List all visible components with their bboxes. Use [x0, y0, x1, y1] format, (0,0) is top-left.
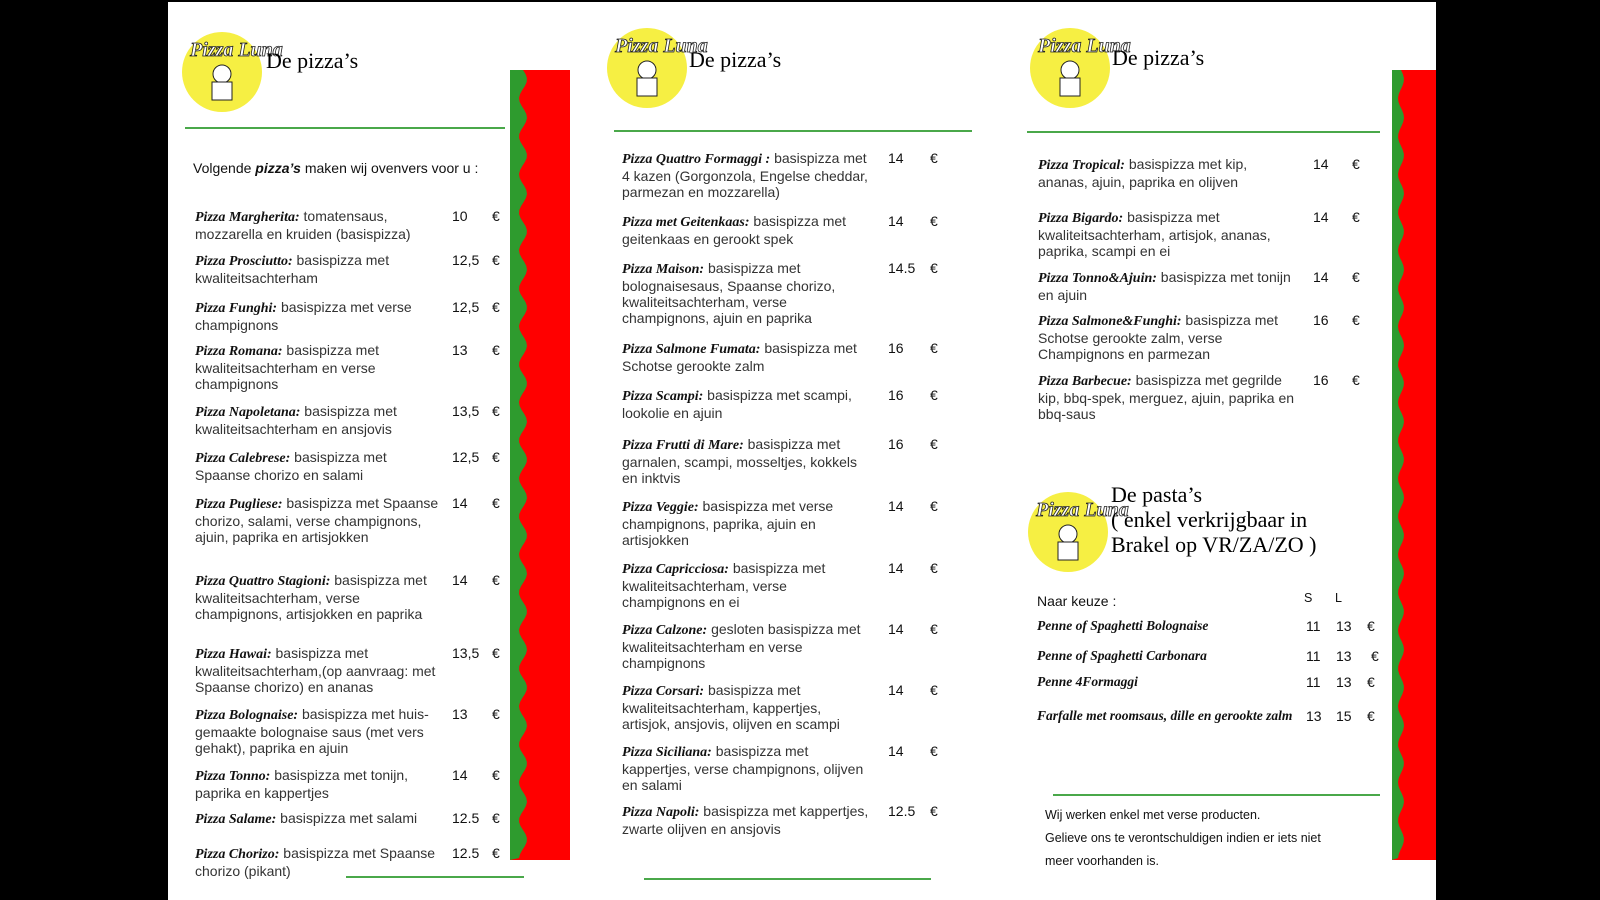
pasta-item-name: Farfalle met roomsaus, dille en gerookte zalm — [1037, 708, 1293, 723]
pasta-size-s-price: 11 — [1306, 618, 1321, 634]
menu-item-price: 12,5 — [452, 449, 480, 465]
menu-item-name: Pizza Salame: — [195, 812, 277, 827]
currency-symbol: € — [930, 560, 938, 576]
menu-item-description: basispizza met Spaanse chorizo en salami — [195, 449, 387, 483]
currency-symbol: € — [930, 150, 938, 166]
menu-item-description: basispizza met verse champignons, paprika, ajuin en artisjokken — [622, 498, 834, 548]
size-l-header: L — [1335, 591, 1342, 605]
currency-symbol: € — [492, 706, 500, 722]
menu-item-name: Pizza Maison: — [622, 262, 705, 277]
menu-item-price: 13 — [452, 706, 468, 722]
menu-item-price: 12.5 — [452, 845, 480, 861]
menu-item-description: basispizza met kwaliteitsachterham, artisjok, ananas, paprika, scampi en ei — [1038, 209, 1271, 259]
menu-item-price: 13 — [452, 342, 468, 358]
menu-item-name: Pizza Frutti di Mare: — [622, 438, 744, 453]
menu-item-name: Pizza Margherita: — [195, 210, 300, 225]
menu-item-description: basispizza met Spaanse chorizo, salami, verse champignons, ajuin, paprika en artisjokken — [195, 495, 439, 545]
menu-item-name: Pizza Corsari: — [622, 684, 705, 699]
menu-item-name: Pizza Chorizo: — [195, 847, 280, 862]
pasta-title: De pasta’s ( enkel verkrijgbaar in Brakel op VR/ZA/ZO ) — [1111, 482, 1317, 557]
menu-item — [622, 436, 872, 486]
pasta-size-l-price: 13 — [1336, 674, 1352, 690]
menu-item-description: basispizza met Spaanse chorizo (pikant) — [195, 845, 436, 879]
currency-symbol: € — [1367, 708, 1375, 724]
size-s-header: S — [1304, 591, 1313, 605]
menu-item-price: 12.5 — [452, 810, 480, 826]
currency-symbol: € — [492, 342, 500, 358]
currency-symbol: € — [930, 213, 938, 229]
pizza-header-title-3: De pizza’s — [1112, 45, 1205, 70]
menu-item-description: basispizza met kwaliteitsachterham en verse champignons — [195, 342, 379, 392]
menu-item — [622, 213, 872, 247]
menu-item-price: 13,5 — [452, 403, 480, 419]
menu-item-price: 14 — [888, 743, 904, 759]
menu-item-price: 16 — [888, 387, 904, 403]
menu-item-name: Pizza Napoletana: — [195, 405, 301, 420]
pizza-header-title-2: De pizza’s — [689, 47, 782, 72]
menu-item-price: 14 — [452, 767, 468, 783]
menu-item — [1038, 209, 1295, 259]
menu-item-description: basispizza met kwaliteitsachterham — [195, 252, 390, 286]
pasta-size-l-price: 13 — [1336, 648, 1352, 664]
menu-item-description: basispizza met huis-gemaakte bolognaise saus (met vers gehakt), paprika en ajuin — [195, 706, 429, 756]
menu-item — [622, 260, 872, 326]
menu-item — [195, 495, 445, 545]
menu-item-name: Pizza Bolognaise: — [195, 708, 299, 723]
currency-symbol: € — [492, 299, 500, 315]
menu-item — [195, 645, 445, 695]
menu-item-name: Pizza Romana: — [195, 344, 283, 359]
currency-symbol: € — [1371, 648, 1379, 664]
currency-symbol: € — [492, 810, 500, 826]
menu-item — [1038, 156, 1295, 190]
italian-flag-stripe-2 — [1392, 70, 1436, 860]
menu-item-price: 14 — [888, 150, 904, 166]
menu-item-price: 14 — [452, 572, 468, 588]
menu-item — [195, 252, 445, 286]
menu-item-price: 12,5 — [452, 299, 480, 315]
menu-item — [195, 767, 445, 801]
menu-item-price: 14.5 — [888, 260, 916, 276]
currency-symbol: € — [492, 845, 500, 861]
menu-item-name: Pizza Prosciutto: — [195, 254, 293, 269]
menu-item-name: Pizza Salmone&Funghi: — [1038, 314, 1182, 329]
menu-item — [195, 342, 445, 392]
menu-item-name: Pizza Quattro Formaggi : — [622, 152, 771, 167]
currency-symbol: € — [930, 498, 938, 514]
currency-symbol: € — [1367, 618, 1375, 634]
menu-item-description: basispizza met verse champignons — [195, 299, 412, 333]
footer-line-1: Wij werken enkel met verse producten. — [1045, 808, 1261, 822]
menu-item-description: tomatensaus, mozzarella en kruiden (basispizza) — [195, 208, 411, 242]
menu-item-description: basispizza met garnalen, scampi, mosseltjes, kokkels en inktvis — [622, 436, 857, 486]
menu-item-name: Pizza Barbecue: — [1038, 374, 1132, 389]
menu-item-name: Pizza Scampi: — [622, 389, 704, 404]
intro-text: Volgende pizza’s maken wij ovenvers voor u : — [193, 160, 479, 176]
menu-item — [195, 706, 445, 756]
pizza-luna-logo — [605, 26, 708, 110]
menu-item-price: 16 — [888, 436, 904, 452]
svg-text:Pizza Luna: Pizza Luna — [1038, 35, 1131, 57]
header-divider-2 — [614, 130, 972, 132]
menu-item-price: 12.5 — [888, 803, 916, 819]
menu-item-name: Pizza Siciliana: — [622, 745, 712, 760]
menu-item-description: basispizza met kwaliteitsachterham,(op aanvraag: met Spaanse chorizo) en ananas — [195, 645, 436, 695]
menu-item-name: Pizza Pugliese: — [195, 497, 283, 512]
pasta-size-l-price: 13 — [1336, 618, 1352, 634]
menu-item — [195, 208, 445, 242]
menu-item-price: 10 — [452, 208, 468, 224]
currency-symbol: € — [930, 260, 938, 276]
currency-symbol: € — [492, 572, 500, 588]
menu-item-description: basispizza met kwaliteitsachterham, verse champignons en ei — [622, 560, 826, 610]
menu-item-description: basispizza met kappertjes, zwarte olijven en ansjovis — [622, 803, 869, 837]
menu-item-price: 14 — [452, 495, 468, 511]
menu-item-name: Pizza Tonno&Ajuin: — [1038, 271, 1157, 286]
menu-item-description: basispizza met kappertjes, verse champignons, olijven en salami — [622, 743, 864, 793]
currency-symbol: € — [1352, 372, 1360, 388]
svg-text:Pizza Luna: Pizza Luna — [190, 39, 283, 61]
menu-item-description: basispizza met tonijn en ajuin — [1038, 269, 1291, 303]
menu-item-price: 14 — [1313, 269, 1329, 285]
menu-item-price: 14 — [1313, 209, 1329, 225]
italian-flag-stripe-1 — [510, 70, 570, 860]
menu-item-description: basispizza met tonijn, paprika en kappertjes — [195, 767, 409, 801]
menu-item-description: basispizza met geitenkaas en gerookt spek — [622, 213, 847, 247]
footer-divider-2 — [644, 878, 931, 880]
pasta-size-s-price: 13 — [1306, 708, 1322, 724]
pasta-item-name: Penne 4Formaggi — [1037, 674, 1138, 689]
menu-item — [622, 621, 872, 671]
menu-item — [622, 682, 872, 732]
pizza-luna-logo — [1028, 26, 1131, 110]
menu-item-name: Pizza Tropical: — [1038, 158, 1125, 173]
currency-symbol: € — [492, 645, 500, 661]
footer-divider-3 — [1053, 794, 1380, 796]
menu-item — [1038, 312, 1295, 362]
menu-item-name: Pizza Napoli: — [622, 805, 700, 820]
pasta-size-l-price: 15 — [1336, 708, 1352, 724]
menu-page — [168, 2, 1436, 900]
menu-item-price: 16 — [1313, 372, 1329, 388]
menu-item-description: basispizza met kwaliteitsachterham, verse champignons, artisjokken en paprika — [195, 572, 427, 622]
menu-item-description: basispizza met Schotse gerookte zalm — [622, 340, 857, 374]
menu-item — [1038, 269, 1295, 303]
currency-symbol: € — [492, 767, 500, 783]
menu-item — [195, 299, 445, 333]
menu-item-description: basispizza met gegrilde kip, bbq-spek, merguez, ajuin, paprika en bbq-saus — [1038, 372, 1295, 422]
menu-item-name: Pizza Veggie: — [622, 500, 699, 515]
currency-symbol: € — [1352, 209, 1360, 225]
menu-item — [622, 340, 872, 374]
menu-item — [195, 845, 445, 879]
header-divider-3 — [1027, 131, 1380, 133]
menu-item — [622, 803, 872, 837]
menu-item — [622, 150, 872, 200]
footer-divider-1 — [346, 876, 524, 878]
pasta-size-s-price: 11 — [1306, 674, 1321, 690]
menu-item — [1038, 372, 1295, 422]
pizza-luna-logo — [180, 30, 283, 114]
menu-item-price: 16 — [1313, 312, 1329, 328]
menu-item-name: Pizza Bigardo: — [1038, 211, 1124, 226]
menu-item — [195, 810, 445, 828]
pizza-header-title-1: De pizza’s — [266, 48, 359, 73]
menu-item-price: 14 — [1313, 156, 1329, 172]
menu-item — [622, 498, 872, 548]
menu-item — [622, 560, 872, 610]
footer-line-3: meer voorhanden is. — [1045, 854, 1159, 868]
currency-symbol: € — [492, 495, 500, 511]
menu-item — [195, 403, 445, 437]
pasta-item-name: Penne of Spaghetti Bolognaise — [1037, 618, 1209, 633]
pizza-luna-logo — [1026, 490, 1129, 574]
svg-text:Pizza Luna: Pizza Luna — [1036, 499, 1129, 521]
menu-item-price: 14 — [888, 682, 904, 698]
currency-symbol: € — [930, 340, 938, 356]
currency-symbol: € — [1352, 269, 1360, 285]
menu-item — [622, 743, 872, 793]
menu-item-description: basispizza met bolognaisesaus, Spaanse chorizo, kwaliteitsachterham, verse champignons, ajuin en paprika — [622, 260, 836, 326]
svg-text:Pizza Luna: Pizza Luna — [615, 35, 708, 57]
menu-item-name: Pizza met Geitenkaas: — [622, 215, 750, 230]
menu-item-name: Pizza Funghi: — [195, 301, 278, 316]
footer-line-2: Gelieve ons te verontschuldigen indien er iets niet — [1045, 831, 1321, 845]
menu-item-name: Pizza Capricciosa: — [622, 562, 729, 577]
menu-item-name: Pizza Quattro Stagioni: — [195, 574, 331, 589]
menu-item-description: basispizza met 4 kazen (Gorgonzola, Engelse cheddar, parmezan en mozzarella) — [622, 150, 868, 200]
pasta-choice-label: Naar keuze : — [1037, 593, 1117, 609]
header-divider-1 — [185, 127, 505, 129]
menu-item — [195, 449, 445, 483]
currency-symbol: € — [1352, 312, 1360, 328]
menu-item — [622, 387, 872, 421]
currency-symbol: € — [930, 387, 938, 403]
menu-item-name: Pizza Salmone Fumata: — [622, 342, 761, 357]
currency-symbol: € — [930, 621, 938, 637]
currency-symbol: € — [492, 252, 500, 268]
pasta-item-name: Penne of Spaghetti Carbonara — [1037, 648, 1207, 663]
menu-item-name: Pizza Calzone: — [622, 623, 708, 638]
currency-symbol: € — [930, 682, 938, 698]
menu-item-description: basispizza met Schotse gerookte zalm, verse Champignons en parmezan — [1038, 312, 1279, 362]
menu-item-price: 13,5 — [452, 645, 480, 661]
menu-item-name: Pizza Hawai: — [195, 647, 272, 662]
menu-item-name: Pizza Calebrese: — [195, 451, 291, 466]
menu-item-description: gesloten basispizza met kwaliteitsachterham en verse champignons — [622, 621, 861, 671]
currency-symbol: € — [930, 803, 938, 819]
menu-item-price: 16 — [888, 340, 904, 356]
pasta-size-s-price: 11 — [1306, 648, 1321, 664]
menu-item-description: basispizza met salami — [276, 810, 418, 826]
currency-symbol: € — [492, 208, 500, 224]
currency-symbol: € — [1367, 674, 1375, 690]
menu-item-price: 12,5 — [452, 252, 480, 268]
menu-item-description: basispizza met kwaliteitsachterham, kappertjes, artisjok, ansjovis, olijven en scampi — [622, 682, 840, 732]
menu-item-price: 14 — [888, 213, 904, 229]
menu-item-price: 14 — [888, 621, 904, 637]
menu-item-price: 14 — [888, 498, 904, 514]
currency-symbol: € — [1352, 156, 1360, 172]
menu-item-price: 14 — [888, 560, 904, 576]
currency-symbol: € — [492, 449, 500, 465]
currency-symbol: € — [492, 403, 500, 419]
menu-item-description: basispizza met kwaliteitsachterham en ansjovis — [195, 403, 397, 437]
menu-item-description: basispizza met kip, ananas, ajuin, paprika en olijven — [1038, 156, 1248, 190]
menu-item-description: basispizza met scampi, lookolie en ajuin — [622, 387, 852, 421]
currency-symbol: € — [930, 743, 938, 759]
currency-symbol: € — [930, 436, 938, 452]
menu-item-name: Pizza Tonno: — [195, 769, 271, 784]
menu-item — [195, 572, 445, 622]
